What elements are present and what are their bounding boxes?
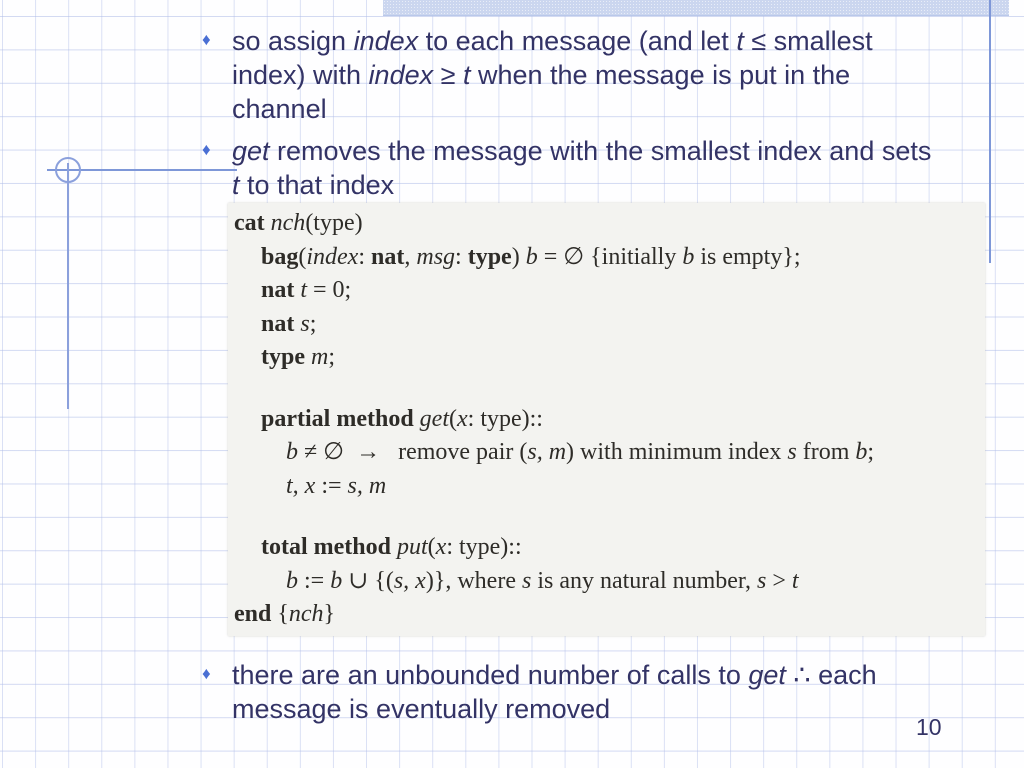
bullet-text [232, 24, 932, 126]
text-segment: := [315, 472, 348, 499]
text-segment: > [766, 567, 792, 594]
diamond-bullet-icon: ♦ [202, 664, 211, 683]
text-segment: is empty}; [694, 243, 801, 270]
text-segment: when the message is put in the channel [232, 60, 851, 124]
text-segment: t [462, 60, 471, 90]
code-line [228, 241, 985, 275]
code-block [228, 203, 985, 636]
right-accent-line [989, 0, 991, 263]
text-segment: , [404, 243, 417, 270]
text-segment: b [682, 243, 695, 270]
text-segment: = ∅ {initially [537, 243, 683, 270]
text-segment: ≥ [433, 60, 463, 90]
text-segment: : type):: [467, 405, 543, 432]
code-line [228, 274, 985, 308]
text-segment: nat [261, 277, 301, 303]
text-segment: nat [261, 310, 301, 337]
text-segment: t [232, 170, 240, 200]
page-number: 10 [916, 714, 942, 740]
decor-vertical-line [67, 163, 69, 409]
text-segment: is any natural number, [531, 567, 757, 594]
text-segment: removes the message with the smallest index and sets [269, 136, 932, 166]
text-segment: } [323, 601, 336, 627]
text-segment: index [368, 60, 434, 90]
text-segment: x [435, 534, 447, 560]
text-segment: there are an unbounded number of calls to [232, 660, 749, 690]
text-segment: get [419, 405, 449, 432]
text-segment: b [855, 439, 868, 465]
bullet-text [232, 134, 932, 202]
text-segment: s, m [527, 439, 567, 465]
text-segment: nch [270, 210, 306, 236]
text-segment: ( [298, 243, 307, 270]
text-segment: t, x [286, 472, 316, 499]
text-segment: cat [234, 210, 271, 236]
text-segment: type [261, 344, 311, 370]
code-blank-line [228, 375, 985, 403]
text-segment: put [396, 534, 428, 560]
text-segment: s, m [347, 472, 387, 499]
text-segment: so assign [232, 26, 354, 56]
text-segment: t [300, 277, 308, 303]
text-segment: ; [328, 344, 336, 370]
text-segment: ∴ each message is eventually removed [232, 660, 877, 724]
text-segment: ) [511, 243, 526, 270]
code-blank-line [228, 503, 985, 531]
code-line [228, 341, 985, 375]
text-segment: end [234, 601, 278, 627]
diamond-bullet-icon: ♦ [202, 140, 211, 159]
bullet-item-unbounded-calls [200, 658, 924, 726]
text-segment: s, x [393, 567, 426, 594]
top-edge-band [383, 0, 1009, 16]
text-segment: to each message (and let [418, 26, 737, 56]
bullet-item-assign-index [200, 24, 924, 126]
code-line [228, 436, 985, 470]
text-segment: s [300, 310, 310, 337]
text-segment: ∪ {( [342, 567, 394, 594]
text-segment: s [756, 567, 767, 594]
decor-circle-icon [55, 157, 81, 183]
text-segment: msg [416, 243, 456, 270]
text-segment: get [232, 136, 270, 166]
text-segment: ( [449, 405, 457, 432]
diamond-bullet-icon: ♦ [202, 30, 211, 49]
text-segment: b [525, 243, 538, 270]
text-segment: ) with minimum index [566, 439, 788, 465]
text-segment: { [277, 601, 289, 627]
code-line [228, 531, 985, 565]
text-segment: (type) [305, 210, 363, 236]
text-segment: ; [867, 439, 875, 465]
text-segment: t [791, 567, 799, 594]
text-segment: b [330, 567, 343, 594]
code-line [228, 403, 985, 437]
text-segment: : [455, 243, 468, 270]
text-segment: s [787, 439, 797, 465]
text-segment: get [748, 660, 786, 690]
text-segment: to that index [239, 170, 395, 200]
bullet-text [232, 658, 932, 726]
text-segment: x [457, 405, 468, 432]
text-segment: nat [371, 243, 405, 270]
text-segment: : [358, 243, 372, 270]
text-segment: index [306, 243, 359, 270]
code-line [228, 308, 985, 342]
text-segment: from [796, 439, 856, 465]
text-segment: ≤ smallest index) with [232, 26, 873, 90]
code-line [228, 470, 985, 504]
text-segment: : type):: [446, 534, 522, 560]
text-segment: = 0; [307, 277, 352, 303]
text-segment: m [311, 344, 329, 370]
text-segment: := [298, 567, 331, 594]
code-line [228, 565, 985, 599]
text-segment: b [286, 439, 298, 465]
code-line [228, 598, 985, 632]
text-segment: s [521, 567, 532, 594]
text-segment: bag [261, 243, 299, 270]
text-segment: t [736, 26, 744, 56]
text-segment: b [286, 567, 298, 594]
text-segment: nch [288, 601, 324, 627]
text-segment: total method [261, 534, 397, 560]
text-segment: )}, where [425, 567, 522, 594]
text-segment: partial method [261, 405, 420, 432]
text-segment: index [353, 26, 419, 56]
text-segment: ≠ ∅ → remove pair ( [298, 439, 528, 465]
code-line [228, 207, 985, 241]
text-segment: type [467, 243, 512, 270]
bullet-item-get-removes [200, 134, 932, 202]
text-segment: ; [309, 310, 317, 337]
text-segment: ( [427, 534, 436, 560]
